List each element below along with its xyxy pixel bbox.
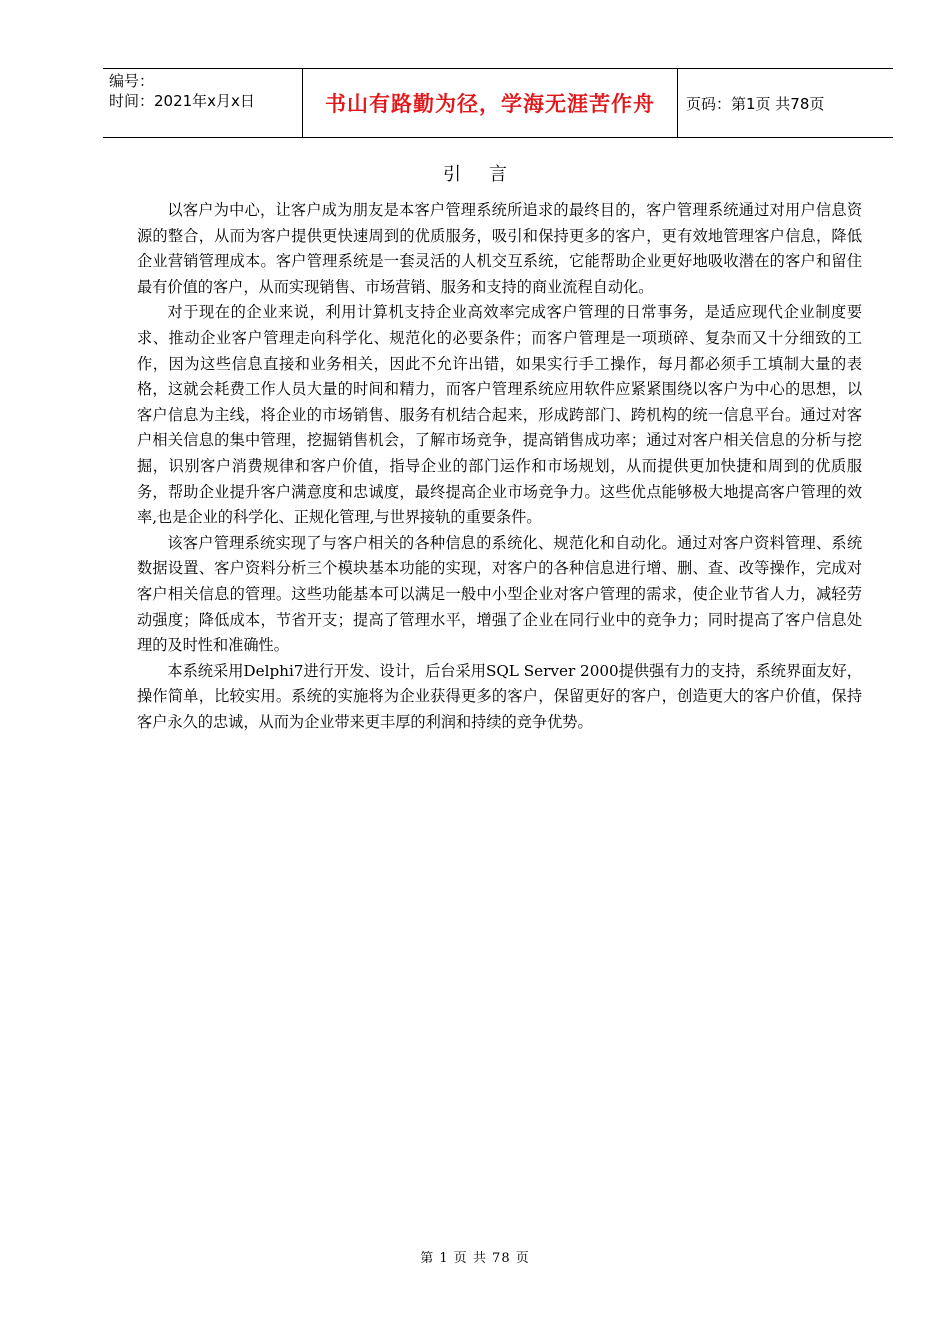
paragraph-1: 以客户为中心，让客户成为朋友是本客户管理系统所追求的最终目的，客户管理系统通过对用户信息资源的整合，从而为客户提供更快速周到的优质服务，吸引和保持更多的客户，更有效地管理客户信息，降低企业营销管理成本。客户管理系统是一套灵活的人机交互系统，它能帮助企业更好地吸收潜在的客户和留住最有价值的客户，从而实现销售、市场营销、服务和支持的商业流程自动化。 (137, 201, 862, 296)
page-header (103, 68, 893, 138)
paragraph-4: 本系统采用Delphi7进行开发、设计，后台采用SQL Server 2000提供强有力的支持，系统界面友好，操作简单，比较实用。系统的实施将为企业获得更多的客户，保留更好的客户，创造更大的客户价值，保持客户永久的忠诚，从而为企业带来更丰厚的利润和持续的竞争优势。 (137, 661, 862, 731)
paragraph-3: 该客户管理系统实现了与客户相关的各种信息的系统化、规范化和自动化。通过对客户资料管理、系统数据设置、客户资料分析三个模块基本功能的实现，对客户的各种信息进行增、删、查、改等操作，完成对客户相关信息的管理。这些功能基本可以满足一般中小型企业对客户管理的需求，使企业节省人力，减轻劳动强度；降低成本，节省开支；提高了管理水平，增强了企业在同行业中的竞争力；同时提高了客户信息处理的及时性和准确性。 (137, 533, 862, 655)
document-title: 引言 (443, 164, 535, 185)
paragraph-2: 对于现在的企业来说，利用计算机支持企业高效率完成客户管理的日常事务，是适应现代企业制度要求、推动企业客户管理走向科学化、规范化的必要条件；而客户管理是一项琐碎、复杂而又十分细致的工作，因为这些信息直接和业务相关，因此不允许出错，如果实行手工操作，每月都必须手工填制大量的表格，这就会耗费工作人员大量的时间和精力，而客户管理系统应用软件应紧紧围绕以客户为中心的思想，以客户信息为主线，将企业的市场销售、服务有机结合起来，形成跨部门、跨机构的统一信息平台。通过对客户相关信息的集中管理，挖掘销售机会，了解市场竞争，提高销售成功率；通过对客户相关信息的分析与挖掘，识别客户消费规律和客户价值，指导企业的部门运作和市场规划，从而提供更加快捷和周到的优质服务，帮助企业提升客户满意度和忠诚度，最终提高企业市场竞争力。这些优点能够极大地提高客户管理的效率,也是企业的科学化、正规化管理,与世界接轨的重要条件。 (137, 303, 862, 527)
header-meta (103, 69, 303, 137)
date-label: 时间：2021年x月x日 (109, 92, 255, 110)
page-footer: 第 1 页 共 78 页 (420, 1251, 530, 1266)
document-body (137, 198, 862, 735)
doc-number-label: 编号： (109, 72, 155, 90)
header-page-info: 页码：第1页 共78页 (686, 94, 825, 113)
header-motto: 书山有路勤为径，学海无涯苦作舟 (303, 69, 678, 137)
